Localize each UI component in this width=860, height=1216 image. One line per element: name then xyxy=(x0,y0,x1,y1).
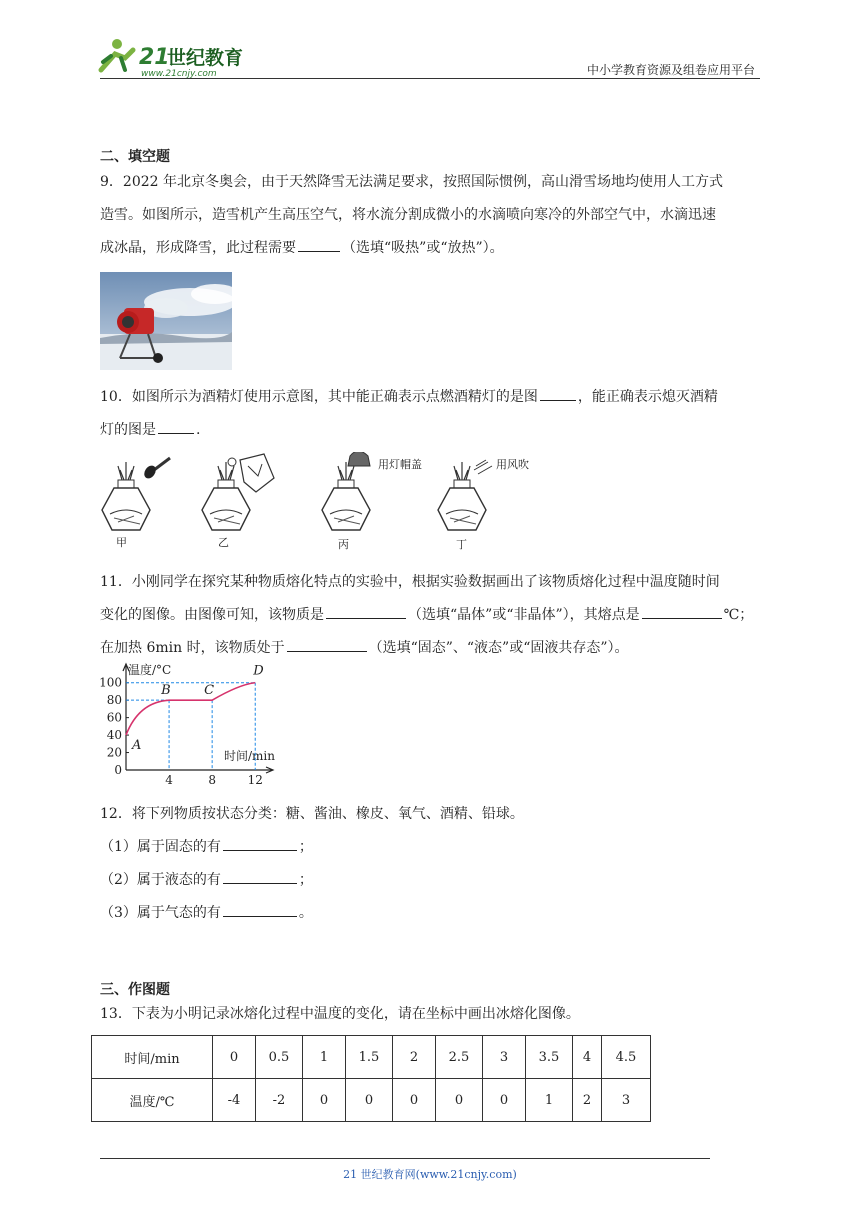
q10-line2: 灯的图是 . xyxy=(100,414,760,447)
table-cell: 2 xyxy=(393,1036,436,1079)
footer-text[interactable]: 21 世纪教育网(www.21cnjy.com) xyxy=(343,1168,517,1181)
table-cell: 2.5 xyxy=(436,1036,483,1079)
question-10 xyxy=(100,381,760,447)
q11-answer-blank-2[interactable] xyxy=(642,604,722,619)
melting-curve-chart xyxy=(100,662,300,792)
table-cell: 4 xyxy=(573,1036,602,1079)
x-tick-label: 12 xyxy=(247,773,263,787)
table-cell: 1 xyxy=(303,1036,346,1079)
label-bing: 丙 xyxy=(338,538,349,551)
lamp-yi xyxy=(202,454,274,530)
q12-sub1: （1）属于固态的有 ； xyxy=(100,831,760,864)
y-tick-label: 80 xyxy=(106,693,122,708)
q12-sub3: （3）属于气态的有 。 xyxy=(100,897,760,930)
table-cell: -4 xyxy=(213,1079,256,1122)
q12-answer-blank-1[interactable] xyxy=(223,836,297,851)
table-cell: 3 xyxy=(483,1036,526,1079)
q9-answer-blank[interactable] xyxy=(298,237,340,252)
table-cell: 0 xyxy=(346,1079,393,1122)
q12-line1: 12．将下列物质按状态分类：糖、酱油、橡皮、氧气、酒精、铅球。 xyxy=(100,806,524,822)
point-label-b: B xyxy=(161,683,171,699)
table-cell: 0 xyxy=(303,1079,346,1122)
lamp-ding xyxy=(438,457,529,530)
x-tick-label: 4 xyxy=(165,773,173,787)
q11-line1: 11．小刚同学在探究某种物质熔化特点的实验中，根据实验数据画出了该物质熔化过程中温度随时间 xyxy=(100,574,720,590)
table-cell: 0 xyxy=(483,1079,526,1122)
table-cell: 1 xyxy=(526,1079,573,1122)
q13-line1: 13．下表为小明记录冰熔化过程中温度的变化，请在坐标中画出冰熔化图像。 xyxy=(100,1006,580,1022)
table-cell: -2 xyxy=(256,1079,303,1122)
table-cell: 4.5 xyxy=(602,1036,651,1079)
table-cell: 3.5 xyxy=(526,1036,573,1079)
svg-text:www.21cnjy.com: www.21cnjy.com xyxy=(141,69,217,78)
y-tick-label: 40 xyxy=(106,728,122,743)
point-label-a: A xyxy=(132,738,142,754)
label-jia: 甲 xyxy=(116,536,127,549)
point-label-c: C xyxy=(204,683,215,699)
table-cell: 0.5 xyxy=(256,1036,303,1079)
q11-line2: 变化的图像。由图像可知，该物质是 （选填“晶体”或“非晶体”），其熔点是 ℃； xyxy=(100,599,760,632)
alcohol-lamp-figure xyxy=(100,452,540,556)
platform-name: 中小学教育资源及组卷应用平台 xyxy=(586,63,755,77)
table-cell: 1.5 xyxy=(346,1036,393,1079)
table-cell: 2 xyxy=(573,1079,602,1122)
table-cell: 0 xyxy=(213,1036,256,1079)
table-row-time xyxy=(92,1036,651,1079)
label-ding: 丁 xyxy=(456,538,467,551)
section-title-fill-blank: 二、填空题 xyxy=(100,149,170,165)
q12-sub2: （2）属于液态的有 ； xyxy=(100,864,760,897)
q12-answer-blank-3[interactable] xyxy=(223,902,297,917)
ice-melting-table xyxy=(91,1035,651,1122)
svg-text:21: 21 xyxy=(139,45,170,70)
y-tick-label: 100 xyxy=(100,675,122,690)
q12-answer-blank-2[interactable] xyxy=(223,869,297,884)
lamp-jia xyxy=(102,458,170,530)
snow-machine-photo xyxy=(100,272,232,370)
table-cell: 3 xyxy=(602,1079,651,1122)
question-9 xyxy=(100,166,760,265)
q11-answer-blank-1[interactable] xyxy=(326,604,406,619)
q10-line1: 10．如图所示为酒精灯使用示意图，其中能正确表示点燃酒精灯的是图 ，能正确表示熄灭酒精 xyxy=(100,381,760,414)
svg-text:世纪教育: 世纪教育 xyxy=(167,47,244,69)
x-tick-label: 8 xyxy=(208,773,216,787)
question-13 xyxy=(100,998,760,1031)
table-row-temp xyxy=(92,1079,651,1122)
site-logo xyxy=(95,36,265,78)
table-cell: 0 xyxy=(436,1079,483,1122)
y-tick-label: 0 xyxy=(114,763,122,777)
lamp-bing xyxy=(322,452,422,530)
table-header-time: 时间/min xyxy=(92,1036,213,1079)
label-yi: 乙 xyxy=(218,536,229,549)
table-cell: 0 xyxy=(393,1079,436,1122)
footer-divider xyxy=(100,1158,710,1159)
runner-logo-icon xyxy=(95,36,265,78)
q10-answer-blank-1[interactable] xyxy=(540,386,576,401)
q9-line2: 造雪。如图所示，造雪机产生高压空气，将水流分割成微小的水滴喷向寒冷的外部空气中，水滴迅速 xyxy=(100,207,716,223)
question-12 xyxy=(100,798,760,930)
y-axis-label: 温度/°C xyxy=(128,663,172,677)
section-title-drawing: 三、作图题 xyxy=(100,982,170,998)
q9-line1: 9．2022 年北京冬奥会，由于天然降雪无法满足要求，按照国际惯例，高山滑雪场地均使用人工方式 xyxy=(100,174,723,190)
x-axis-label: 时间/min xyxy=(224,749,275,763)
header-divider xyxy=(100,78,760,79)
blow-label: 用风吹 xyxy=(496,458,529,471)
q11-answer-blank-3[interactable] xyxy=(287,637,367,652)
melting-curve xyxy=(126,683,255,735)
y-tick-label: 60 xyxy=(106,710,122,725)
q11-line3: 在加热 6min 时，该物质处于 （选填“固态”、“液态”或“固液共存态”）。 xyxy=(100,632,760,665)
q10-answer-blank-2[interactable] xyxy=(158,419,194,434)
y-tick-label: 20 xyxy=(106,745,122,760)
point-label-d: D xyxy=(253,663,264,679)
q9-line3: 成冰晶，形成降雪，此过程需要 （选填“吸热”或“放热”）。 xyxy=(100,232,760,265)
question-11 xyxy=(100,566,760,665)
table-header-temp: 温度/℃ xyxy=(92,1079,213,1122)
cap-label: 用灯帽盖 xyxy=(378,458,422,471)
